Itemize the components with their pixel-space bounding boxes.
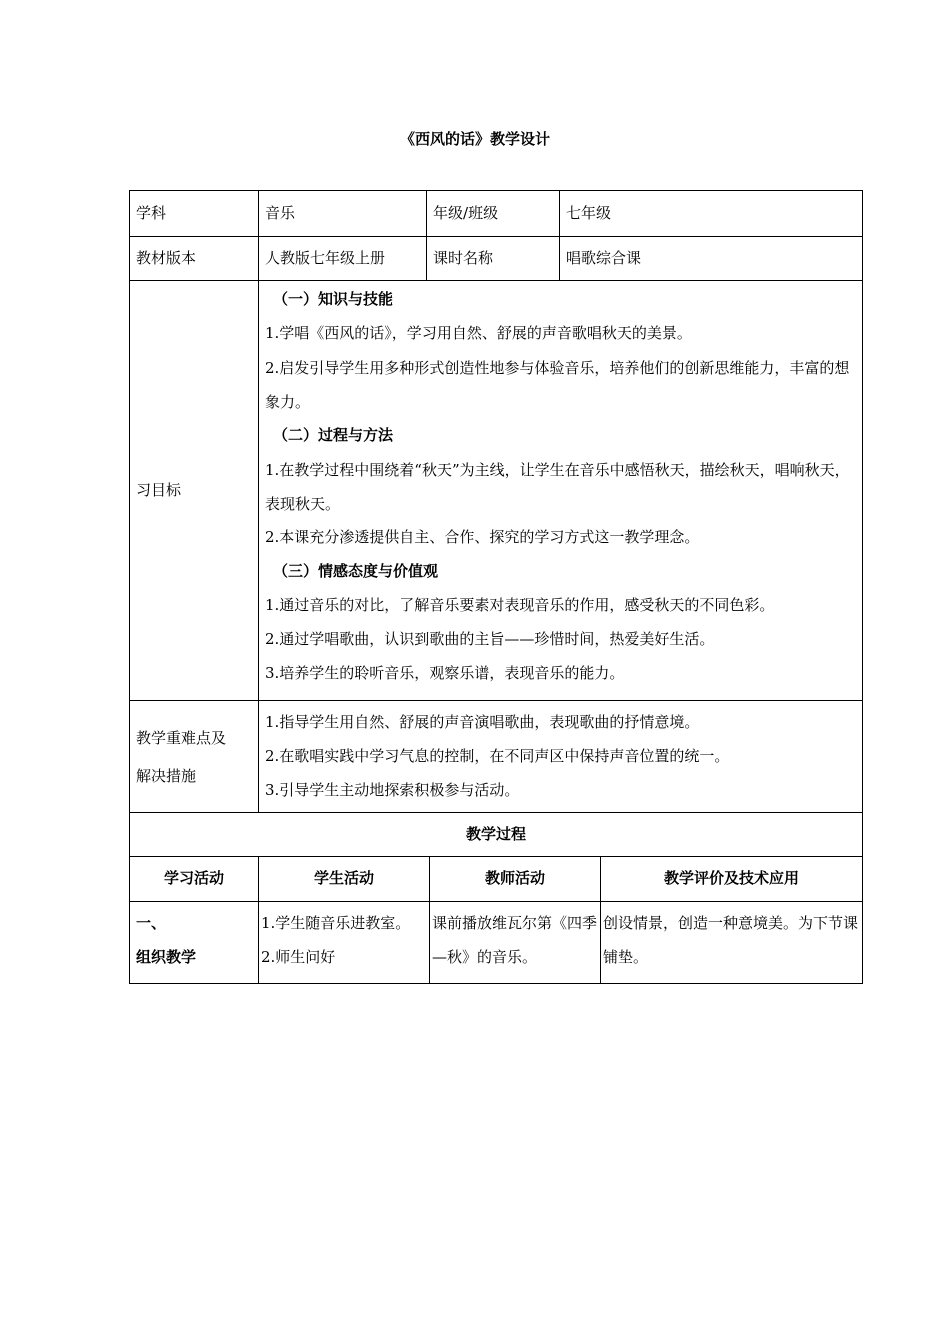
lesson-value: 唱歌综合课 <box>560 237 863 281</box>
column-student-activity: 学生活动 <box>259 857 430 902</box>
objective-process-2: 2.本课充分渗透提供自主、合作、探究的学习方式这一教学理念。 <box>265 528 700 547</box>
info-row-subject <box>130 191 863 237</box>
activity-number: 一、 <box>136 914 167 932</box>
objectives-row <box>130 281 863 701</box>
column-learning-activity: 学习活动 <box>130 857 259 902</box>
objectives-heading-attitude: （三）情感态度与价值观 <box>273 562 439 581</box>
subject-label: 学科 <box>130 191 259 237</box>
info-row-edition <box>130 237 863 281</box>
objective-knowledge-1: 1.学唱《西风的话》，学习用自然、舒展的声音歌唱秋天的美景。 <box>265 324 692 343</box>
process-header: 教学过程 <box>130 813 863 857</box>
objectives-content <box>259 281 863 701</box>
grade-label: 年级/班级 <box>427 191 560 237</box>
evaluation-cell: 创设情景，创造一种意境美。为下节课铺垫。 <box>601 902 863 984</box>
document-title: 《西风的话》教学设计 <box>399 130 550 148</box>
difficulty-3: 3.引导学生主动地探索积极参与活动。 <box>265 780 520 799</box>
difficulties-label-line-2: 解决措施 <box>136 766 197 785</box>
objective-knowledge-2: 2.启发引导学生用多种形式创造性地参与体验音乐，培养他们的创新思维能力，丰富的想象力。 <box>265 359 850 411</box>
column-evaluation: 教学评价及技术应用 <box>601 857 863 902</box>
objectives-heading-knowledge: （一）知识与技能 <box>273 290 394 309</box>
activity-name: 组织教学 <box>136 948 197 966</box>
difficulties-row <box>130 701 863 813</box>
column-teacher-activity: 教师活动 <box>430 857 601 902</box>
edition-value: 人教版七年级上册 <box>259 237 427 281</box>
difficulties-label <box>130 701 259 813</box>
objectives-heading-process: （二）过程与方法 <box>273 426 394 445</box>
difficulties-content <box>259 701 863 813</box>
edition-label: 教材版本 <box>130 237 259 281</box>
objective-attitude-1: 1.通过音乐的对比，了解音乐要素对表现音乐的作用，感受秋天的不同色彩。 <box>265 596 775 615</box>
objective-attitude-3: 3.培养学生的聆听音乐，观察乐谱，表现音乐的能力。 <box>265 664 625 683</box>
difficulty-1: 1.指导学生用自然、舒展的声音演唱歌曲，表现歌曲的抒情意境。 <box>265 712 700 731</box>
objective-attitude-2: 2.通过学唱歌曲，认识到歌曲的主旨——珍惜时间，热爱美好生活。 <box>265 630 715 649</box>
student-activity-1: 1.学生随音乐进教室。 <box>261 914 411 932</box>
teacher-activity-cell: 课前播放维瓦尔第《四季—秋》的音乐。 <box>430 902 601 984</box>
grade-value: 七年级 <box>560 191 863 237</box>
lesson-plan-table <box>129 190 863 984</box>
process-columns-row <box>130 857 863 902</box>
objectives-label: 习目标 <box>130 281 259 701</box>
activity-cell <box>130 902 259 984</box>
difficulties-label-line-1: 教学重难点及 <box>136 728 227 747</box>
subject-value: 音乐 <box>259 191 427 237</box>
process-row-1 <box>130 902 863 984</box>
student-activity-cell <box>259 902 430 984</box>
objective-process-1: 1.在教学过程中围绕着“秋天”为主线，让学生在音乐中感悟秋天，描绘秋天，唱响秋天，表现秋天。 <box>265 461 850 513</box>
difficulty-2: 2.在歌唱实践中学习气息的控制，在不同声区中保持声音位置的统一。 <box>265 746 730 765</box>
lesson-label: 课时名称 <box>427 237 560 281</box>
process-header-row <box>130 813 863 857</box>
student-activity-2: 2.师生问好 <box>261 948 336 966</box>
